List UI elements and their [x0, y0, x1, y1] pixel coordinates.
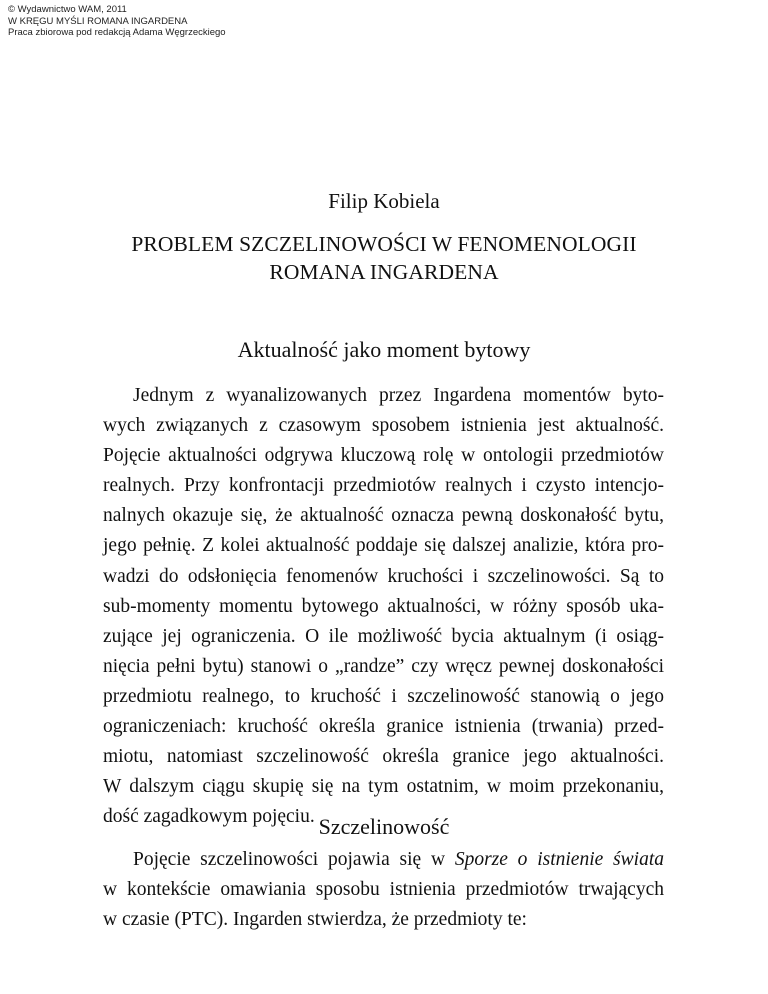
line-text: Pojęcie szczelinowości pojawia się w	[133, 849, 446, 870]
book-title-line: W KRĘGU MYŚLI ROMANA INGARDENA	[8, 15, 188, 27]
paragraph-line: ograniczeniach: kruchość określa granice istnienia (trwania) przed-	[103, 716, 664, 738]
paragraph-line: w kontekście omawiania sposobu istnienia przedmiotów trwających	[103, 879, 664, 901]
paragraph-line: nalnych okazuje się, że aktualność oznacza pewną doskonałość bytu,	[103, 505, 664, 527]
section-heading-aktualnosc: Aktualność jako moment bytowy	[237, 337, 531, 362]
paragraph-line: sub-momenty momentu bytowego aktualności, w różny sposób uka-	[103, 595, 664, 617]
copyright-line: © Wydawnictwo WAM, 2011	[8, 4, 127, 15]
paragraph-line: nięcia pełni bytu) stanowi o „randze” czy wręcz pewnej doskonałości	[103, 655, 664, 677]
paragraph-line: zujące jej ograniczenia. O ile możliwość bycia aktualnym (i osiąg-	[103, 625, 664, 647]
publication-header	[8, 4, 226, 39]
paragraph-line: W dalszym ciągu skupię się na tym ostatnim, w moim przekonaniu,	[103, 776, 664, 798]
paragraph-line: Jednym z wyanalizowanych przez Ingardena momentów byto-	[133, 385, 664, 406]
article-author: Filip Kobiela	[328, 189, 440, 213]
paragraph-line: jego pełnię. Z kolei aktualność poddaje się dalszej analizie, która pro-	[103, 535, 664, 557]
title-line-2: ROMANA INGARDENA	[269, 260, 499, 284]
paragraph-line: przedmiotu realnego, to kruchość i szczelinowość stanowią o jego	[103, 685, 664, 707]
paragraph-line: w czasie (PTC). Ingarden stwierdza, że przedmioty te:	[103, 909, 527, 931]
editor-line: Praca zbiorowa pod redakcją Adama Węgrzeckiego	[8, 27, 226, 38]
paragraph-line: wadzi do odsłonięcia fenomenów kruchości i szczelinowości. Są to	[103, 565, 664, 587]
title-line-1: PROBLEM SZCZELINOWOŚCI W FENOMENOLOGII	[131, 232, 637, 256]
paragraph-line: realnych. Przy konfrontacji przedmiotów realnych i czysto intencjo-	[103, 475, 664, 497]
section-heading-szczelinowosc: Szczelinowość	[318, 814, 450, 839]
article-title	[100, 230, 668, 286]
paragraph-line: Pojęcie aktualności odgrywa kluczową rolę w ontologii przedmiotów	[103, 445, 664, 467]
body-paragraph-1	[103, 381, 664, 832]
body-paragraph-2	[103, 845, 664, 935]
paragraph-line: wych związanych z czasowym sposobem istnienia jest aktualność.	[103, 415, 664, 437]
cited-work-title: Sporze o istnienie świata	[454, 849, 664, 870]
paragraph-line: dość zagadkowym pojęciu.	[103, 806, 315, 828]
paragraph-line: miotu, natomiast szczelinowość określa granice jego aktualności.	[103, 746, 664, 768]
paragraph-line	[103, 845, 664, 875]
